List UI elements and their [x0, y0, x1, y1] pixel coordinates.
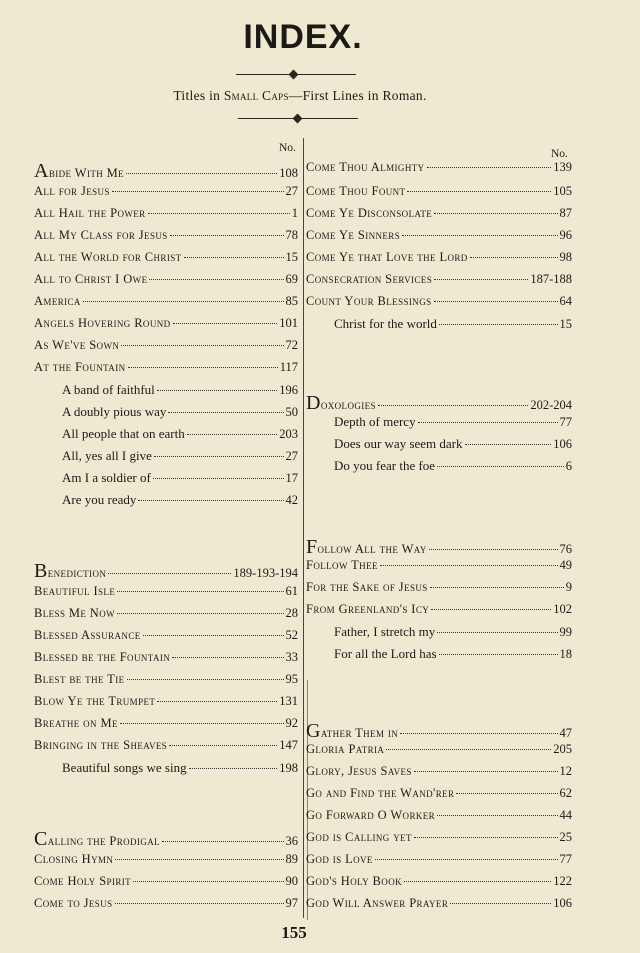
dot-leader	[112, 191, 284, 192]
dot-leader	[143, 635, 284, 636]
subtitle-part-1: Titles in	[173, 88, 224, 103]
dot-leader	[470, 257, 558, 258]
entry-title: Consecration Services	[306, 272, 433, 286]
entry-number: 42	[285, 493, 298, 507]
index-entry	[306, 764, 572, 784]
entry-title: As We've Sown	[34, 338, 120, 352]
entry-number: 187-188	[530, 272, 572, 286]
index-entry	[34, 852, 298, 872]
subtitle-part-3: —First Lines in Roman.	[288, 88, 427, 103]
index-entry	[34, 250, 298, 270]
entry-title: God's Holy Book	[306, 874, 402, 888]
entry-title: Does our way seem dark	[334, 436, 463, 451]
index-entry	[306, 206, 572, 226]
dot-leader	[407, 191, 551, 192]
entry-number: 205	[553, 742, 572, 756]
index-entry	[62, 382, 298, 402]
entry-number: 99	[559, 625, 572, 639]
bottom-ornament	[238, 114, 358, 124]
index-entry	[306, 742, 572, 762]
index-entry	[306, 852, 572, 872]
entry-number: 106	[553, 437, 572, 451]
index-entry	[306, 896, 572, 916]
entry-title: All people that on earth	[62, 426, 185, 441]
index-entry	[334, 458, 572, 478]
entry-number: 1	[291, 206, 298, 220]
entry-number: 203	[279, 427, 298, 441]
entry-number: 77	[559, 852, 572, 866]
right-column-number-header: No.	[551, 148, 568, 160]
page-title: INDEX.	[243, 18, 363, 56]
index-entry	[34, 584, 298, 604]
entry-number: 17	[285, 471, 298, 485]
entry-title: Follow Thee	[306, 558, 378, 572]
index-entry	[34, 338, 298, 358]
entry-title: Count Your Blessings	[306, 294, 432, 308]
dot-leader	[375, 859, 558, 860]
entry-title: Do you fear the foe	[334, 458, 436, 473]
entry-number: 105	[553, 184, 572, 198]
entry-title: Blest be the Tie	[34, 672, 125, 686]
dot-leader	[121, 345, 283, 346]
entry-title: Come Thou Almighty	[306, 160, 425, 174]
entry-number: 47	[559, 726, 572, 740]
index-entry	[306, 184, 572, 204]
entry-number: 28	[285, 606, 298, 620]
entry-number: 52	[285, 628, 298, 642]
entry-number: 198	[279, 761, 298, 775]
index-entry	[34, 294, 298, 314]
index-entry	[62, 426, 298, 446]
index-entry	[34, 694, 298, 714]
dot-leader	[108, 573, 231, 574]
dot-leader	[456, 793, 557, 794]
entry-title: Beautiful songs we sing	[62, 760, 187, 775]
entry-title: Gather Them in	[306, 720, 399, 742]
index-entry	[306, 272, 572, 292]
dot-leader	[430, 587, 564, 588]
index-entry	[306, 160, 572, 180]
page-number: 155	[281, 923, 307, 942]
entry-title: God is Calling yet	[306, 830, 412, 844]
index-entry	[306, 250, 572, 270]
entry-title: Are you ready	[62, 492, 137, 507]
dot-leader	[380, 565, 558, 566]
entry-title: Christ for the world	[334, 316, 437, 331]
entry-title: Calling the Prodigal	[34, 828, 161, 850]
dot-leader	[126, 173, 277, 174]
entry-title: For the Sake of Jesus	[306, 580, 428, 594]
index-entry	[34, 874, 298, 894]
entry-number: 36	[285, 834, 298, 848]
entry-title: Father, I stretch my	[334, 624, 436, 639]
entry-title: All to Christ I Owe	[34, 272, 148, 286]
dot-leader	[173, 323, 278, 324]
dot-leader	[450, 903, 551, 904]
dot-leader	[148, 213, 290, 214]
dot-leader	[133, 881, 283, 882]
entry-number: 27	[285, 184, 298, 198]
top-ornament	[236, 70, 356, 80]
index-entry	[34, 650, 298, 670]
dot-leader	[437, 815, 557, 816]
index-entry	[306, 720, 572, 740]
index-entry	[334, 624, 572, 644]
dot-leader	[157, 390, 277, 391]
index-entry	[306, 536, 572, 556]
dot-leader	[465, 444, 552, 445]
index-entry	[34, 628, 298, 648]
index-entry	[306, 580, 572, 600]
entry-number: 87	[559, 206, 572, 220]
entry-title: A band of faithful	[62, 382, 155, 397]
dot-leader	[120, 723, 284, 724]
entry-number: 62	[559, 786, 572, 800]
entry-title: Beautiful Isle	[34, 584, 116, 598]
entry-title: Abide With Me	[34, 160, 125, 182]
dot-leader	[431, 609, 551, 610]
entry-title: Come Ye Disconsolate	[306, 206, 433, 220]
dot-leader	[162, 841, 283, 842]
entry-number: 89	[285, 852, 298, 866]
entry-number: 44	[559, 808, 572, 822]
index-entry	[34, 560, 298, 580]
entry-number: 92	[285, 716, 298, 730]
dot-leader	[83, 301, 284, 302]
index-entry	[334, 646, 572, 666]
entry-title: From Greenland's Icy	[306, 602, 430, 616]
entry-number: 50	[285, 405, 298, 419]
dot-leader	[434, 213, 557, 214]
subtitle	[0, 88, 600, 104]
left-column-number-header: No.	[279, 142, 296, 154]
entry-title: Glory, Jesus Saves	[306, 764, 412, 778]
index-entry	[306, 392, 572, 412]
dot-leader	[117, 613, 283, 614]
entry-title: God is Love	[306, 852, 373, 866]
entry-title: Angels Hovering Round	[34, 316, 171, 330]
entry-number: 102	[553, 602, 572, 616]
entry-title: Blessed Assurance	[34, 628, 141, 642]
entry-title: All for Jesus	[34, 184, 110, 198]
dot-leader	[184, 257, 284, 258]
entry-title: Go and Find the Wand'rer	[306, 786, 455, 800]
dot-leader	[437, 466, 564, 467]
index-entry	[306, 558, 572, 578]
entry-title: Doxologies	[306, 392, 376, 414]
index-entry	[34, 360, 298, 380]
entry-number: 147	[279, 738, 298, 752]
entry-title: All the World for Christ	[34, 250, 182, 264]
index-entry	[62, 492, 298, 512]
entry-title: Come to Jesus	[34, 896, 113, 910]
entry-number: 18	[559, 647, 572, 661]
entry-title: All My Class for Jesus	[34, 228, 168, 242]
subtitle-small-caps: Small Caps	[223, 88, 289, 103]
index-entry	[34, 896, 298, 916]
entry-title: Blow Ye the Trumpet	[34, 694, 156, 708]
entry-number: 196	[279, 383, 298, 397]
entry-title: A doubly pious way	[62, 404, 167, 419]
dot-leader	[153, 478, 284, 479]
entry-title: At the Fountain	[34, 360, 126, 374]
entry-number: 108	[279, 166, 298, 180]
entry-number: 76	[559, 542, 572, 556]
index-entry	[34, 828, 298, 848]
index-entry	[62, 470, 298, 490]
entry-number: 122	[553, 874, 572, 888]
dot-leader	[429, 549, 558, 550]
index-entry	[34, 184, 298, 204]
entry-title: Closing Hymn	[34, 852, 114, 866]
entry-title: Benediction	[34, 560, 107, 582]
dot-leader	[434, 301, 558, 302]
entry-title: All Hail the Power	[34, 206, 146, 220]
entry-number: 202-204	[530, 398, 572, 412]
entry-title: For all the Lord has	[334, 646, 437, 661]
index-entry	[306, 874, 572, 894]
index-entry	[306, 830, 572, 850]
dot-leader	[157, 701, 277, 702]
entry-title: America	[34, 294, 81, 308]
dot-leader	[439, 654, 558, 655]
dot-leader	[402, 235, 557, 236]
dot-leader	[170, 235, 284, 236]
index-entry	[62, 448, 298, 468]
entry-number: 90	[285, 874, 298, 888]
index-entry	[334, 436, 572, 456]
index-entry	[306, 602, 572, 622]
index-entry	[306, 808, 572, 828]
entry-number: 117	[279, 360, 298, 374]
index-entry	[34, 316, 298, 336]
entry-number: 98	[559, 250, 572, 264]
entry-title: All, yes all I give	[62, 448, 152, 463]
entry-number: 61	[285, 584, 298, 598]
dot-leader	[128, 367, 278, 368]
entry-number: 49	[559, 558, 572, 572]
dot-leader	[439, 324, 558, 325]
entry-number: 95	[285, 672, 298, 686]
entry-title: Bringing in the Sheaves	[34, 738, 168, 752]
entry-title: Come Ye Sinners	[306, 228, 401, 242]
dot-leader	[378, 405, 528, 406]
entry-title: Come Holy Spirit	[34, 874, 132, 888]
index-entry	[34, 160, 298, 180]
entry-number: 85	[285, 294, 298, 308]
dot-leader	[400, 733, 557, 734]
entry-number: 64	[559, 294, 572, 308]
index-entry	[334, 316, 572, 336]
entry-number: 12	[559, 764, 572, 778]
dot-leader	[434, 279, 528, 280]
dot-leader	[187, 434, 278, 435]
index-entry	[34, 606, 298, 626]
entry-title: Am I a soldier of	[62, 470, 151, 485]
entry-number: 27	[285, 449, 298, 463]
dot-leader	[386, 749, 551, 750]
index-entry	[34, 738, 298, 758]
index-entry	[34, 206, 298, 226]
entry-number: 106	[553, 896, 572, 910]
dot-leader	[138, 500, 283, 501]
dot-leader	[414, 837, 558, 838]
entry-number: 139	[553, 160, 572, 174]
column-divider	[303, 138, 304, 918]
entry-number: 189-193-194	[233, 566, 298, 580]
entry-number: 6	[565, 459, 572, 473]
index-entry	[62, 404, 298, 424]
index-entry	[306, 228, 572, 248]
entry-title: Come Thou Fount	[306, 184, 406, 198]
entry-title: Go Forward O Worker	[306, 808, 436, 822]
entry-number: 9	[565, 580, 572, 594]
dot-leader	[172, 657, 283, 658]
entry-title: Breathe on Me	[34, 716, 118, 730]
dot-leader	[168, 412, 283, 413]
dot-leader	[414, 771, 558, 772]
index-entry	[34, 716, 298, 736]
dot-leader	[427, 167, 552, 168]
entry-number: 69	[285, 272, 298, 286]
index-entry	[334, 414, 572, 434]
entry-number: 33	[285, 650, 298, 664]
entry-number: 96	[559, 228, 572, 242]
entry-number: 77	[559, 415, 572, 429]
entry-title: God Will Answer Prayer	[306, 896, 449, 910]
index-entry	[34, 228, 298, 248]
entry-number: 78	[285, 228, 298, 242]
entry-number: 25	[559, 830, 572, 844]
dot-leader	[149, 279, 283, 280]
dot-leader	[418, 422, 558, 423]
entry-title: Gloria Patria	[306, 742, 385, 756]
dot-leader	[117, 591, 283, 592]
entry-number: 72	[285, 338, 298, 352]
entry-number: 15	[285, 250, 298, 264]
dot-leader	[115, 859, 283, 860]
dot-leader	[115, 903, 284, 904]
dot-leader	[437, 632, 557, 633]
entry-title: Bless Me Now	[34, 606, 116, 620]
index-entry	[306, 786, 572, 806]
index-entry	[62, 760, 298, 780]
dot-leader	[404, 881, 551, 882]
dot-leader	[169, 745, 277, 746]
entry-title: Depth of mercy	[334, 414, 416, 429]
index-entry	[34, 672, 298, 692]
dot-leader	[154, 456, 284, 457]
entry-number: 15	[559, 317, 572, 331]
entry-title: Come Ye that Love the Lord	[306, 250, 468, 264]
entry-number: 101	[279, 316, 298, 330]
entry-title: Blessed be the Fountain	[34, 650, 171, 664]
entry-number: 131	[279, 694, 298, 708]
index-entry	[34, 272, 298, 292]
dot-leader	[189, 768, 278, 769]
entry-title: Follow All the Way	[306, 536, 427, 558]
dot-leader	[127, 679, 284, 680]
entry-number: 97	[285, 896, 298, 910]
index-entry	[306, 294, 572, 314]
